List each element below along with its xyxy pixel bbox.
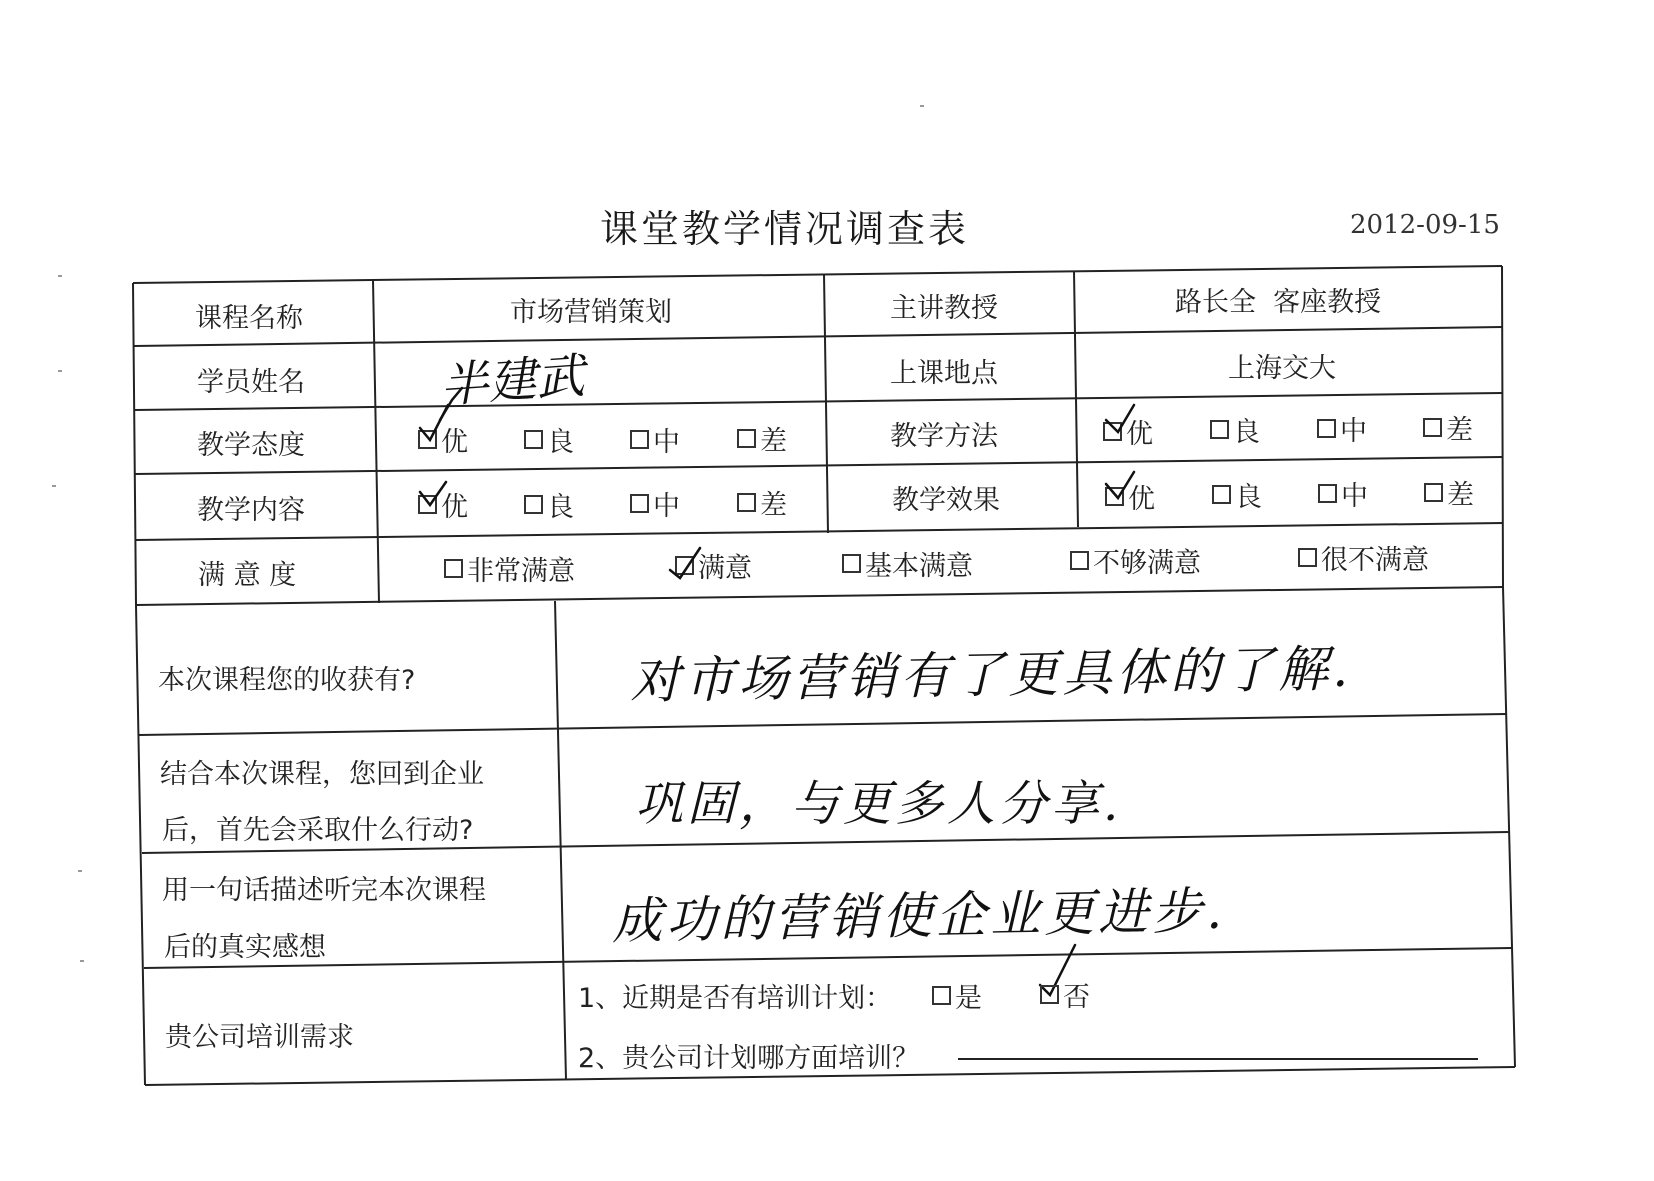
- location-value: 上海交大: [1228, 353, 1336, 384]
- satisfaction-option-satisfied[interactable]: 满意: [675, 546, 752, 585]
- training-plan-yes[interactable]: 是: [932, 976, 982, 1015]
- teaching-attitude-label: 教学态度: [197, 430, 305, 461]
- teaching-effect-label: 教学效果: [892, 485, 1000, 516]
- scan-speck: [52, 485, 56, 487]
- attitude-option-fair[interactable]: 中: [630, 420, 680, 459]
- training-plan-question: 1、近期是否有培训计划：: [578, 983, 893, 1014]
- check-mark-content: [420, 482, 446, 505]
- content-option-good[interactable]: 良: [524, 485, 574, 524]
- q3-answer-handwritten: 成功的营销使企业更进步.: [611, 881, 1227, 951]
- effect-option-excellent[interactable]: 优: [1105, 477, 1155, 516]
- q3-question-line2: 后的真实感想: [164, 932, 326, 963]
- checkbox-icon[interactable]: [932, 986, 951, 1005]
- effect-option-fair[interactable]: 中: [1318, 474, 1368, 513]
- content-option-fair[interactable]: 中: [630, 484, 680, 523]
- course-name-value: 市场营销策划: [510, 297, 672, 328]
- attitude-option-poor[interactable]: 差: [737, 419, 787, 458]
- method-option-poor[interactable]: 差: [1423, 408, 1473, 447]
- training-area-question: 2、贵公司计划哪方面培训？: [578, 1043, 920, 1074]
- satisfaction-option-basically-satisfied[interactable]: 基本满意: [842, 544, 973, 583]
- teaching-content-label: 教学内容: [197, 495, 305, 526]
- q3-question-line1: 用一句话描述听完本次课程: [162, 875, 486, 906]
- q2-answer-handwritten: 巩固，与更多人分享.: [635, 776, 1123, 832]
- check-mark-method: [1106, 405, 1134, 432]
- satisfaction-option-very-dissatisfied[interactable]: 很不满意: [1298, 538, 1429, 577]
- training-plan-no[interactable]: 否: [1040, 975, 1090, 1014]
- location-label: 上课地点: [890, 358, 998, 389]
- effect-option-poor[interactable]: 差: [1424, 473, 1474, 512]
- method-option-fair[interactable]: 中: [1317, 409, 1367, 448]
- teaching-method-label: 教学方法: [890, 421, 998, 452]
- form-date: 2012-09-15: [1350, 210, 1500, 240]
- scan-speck: [80, 960, 84, 962]
- professor-label: 主讲教授: [890, 293, 998, 324]
- training-needs-label: 贵公司培训需求: [165, 1022, 354, 1053]
- check-mark-satisfied: [670, 548, 700, 578]
- effect-option-good[interactable]: 良: [1212, 475, 1262, 514]
- q1-question: 本次课程您的收获有?: [158, 665, 416, 696]
- scan-speck: [78, 870, 82, 872]
- content-option-excellent[interactable]: 优: [418, 485, 468, 524]
- form-title: 课堂教学情况调查表: [600, 207, 970, 251]
- checkbox-checked-icon[interactable]: [1040, 985, 1059, 1004]
- q2-question-line1: 结合本次课程，您回到企业: [160, 759, 484, 790]
- name-check-stroke: [440, 388, 462, 420]
- training-area-answer-line[interactable]: [958, 1058, 1478, 1060]
- check-mark-effect: [1106, 472, 1134, 498]
- content-option-poor[interactable]: 差: [737, 483, 787, 522]
- attitude-option-good[interactable]: 良: [524, 420, 574, 459]
- scan-speck: [920, 105, 924, 107]
- q1-answer-handwritten: 对市场营销有了更具体的了解.: [629, 639, 1353, 711]
- scan-speck: [58, 275, 62, 277]
- student-name-label: 学员姓名: [197, 367, 305, 398]
- student-name-handwritten: 半建武: [438, 348, 587, 414]
- scan-speck: [58, 370, 62, 372]
- method-option-good[interactable]: 良: [1210, 410, 1260, 449]
- method-option-excellent[interactable]: 优: [1103, 412, 1153, 451]
- satisfaction-option-not-satisfied[interactable]: 不够满意: [1070, 541, 1201, 580]
- q2-question-line2: 后，首先会采取什么行动?: [162, 815, 474, 846]
- professor-value: 路长全 客座教授: [1175, 287, 1382, 318]
- satisfaction-option-very-satisfied[interactable]: 非常满意: [444, 549, 575, 588]
- satisfaction-label: 满 意 度: [198, 560, 297, 591]
- check-mark-attitude: [420, 405, 448, 440]
- attitude-option-excellent[interactable]: 优: [418, 420, 468, 459]
- course-name-label: 课程名称: [195, 303, 303, 334]
